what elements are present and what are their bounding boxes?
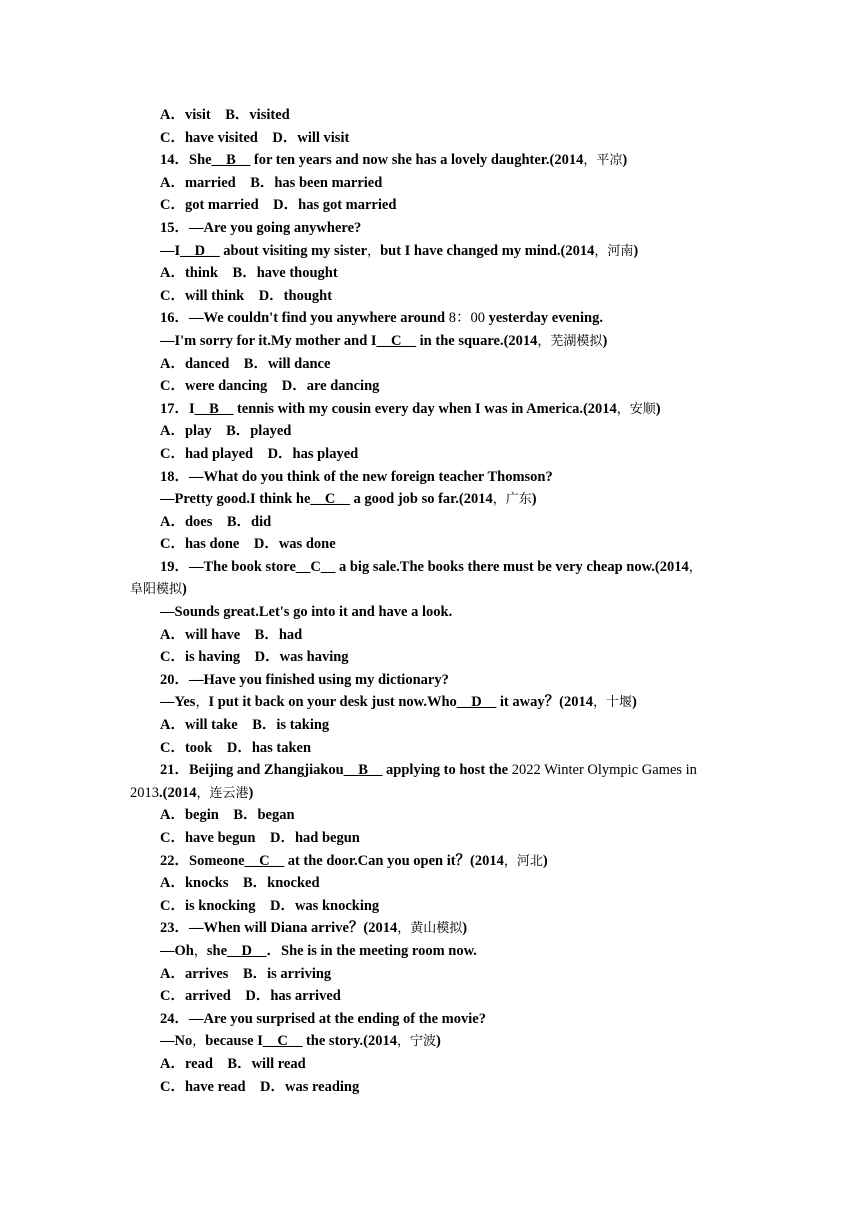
text-segment: A．will have B．had [160, 626, 303, 643]
text-line [0, 963, 860, 986]
text-line [0, 737, 860, 760]
text-line [0, 330, 860, 353]
text-segment: ，平凉 [583, 153, 623, 169]
text-line [0, 578, 860, 601]
text-segment: —Sounds great.Let's go into it and have a look. [160, 604, 453, 621]
text-segment: ) [655, 400, 661, 417]
text-line [0, 646, 860, 669]
text-segment: about visiting my sister [219, 242, 368, 259]
text-segment: A．begin B．began [160, 807, 295, 824]
text-segment: A．arrives B．is arriving [160, 965, 332, 982]
text-segment: but I have changed my mind.(2014 [380, 242, 595, 259]
text-segment: ) [462, 920, 468, 937]
text-line [0, 398, 860, 421]
text-segment: 15．—Are you going anywhere? [160, 219, 362, 236]
text-line [0, 511, 860, 534]
text-line [0, 353, 860, 376]
text-line [0, 420, 860, 443]
text-segment: ) [602, 332, 608, 349]
text-line [0, 262, 860, 285]
text-segment: 21．Beijing and Zhangjiakou [160, 762, 344, 779]
text-segment: 24．—Are you surprised at the ending of the movie? [160, 1010, 486, 1027]
text-segment: ) [542, 852, 548, 869]
text-segment: C．has done D．was done [160, 536, 336, 553]
text-line [0, 1076, 860, 1099]
text-segment: ) [248, 784, 254, 801]
text-segment: A．will take B．is taking [160, 717, 330, 734]
text-line [0, 217, 860, 240]
text-segment: —I'm sorry for it.My mother and I [160, 332, 377, 349]
text-line [0, 285, 860, 308]
text-segment: ．She is in the meeting room now. [266, 942, 477, 959]
text-line [0, 804, 860, 827]
text-line [0, 172, 860, 195]
text-segment: 20．—Have you finished using my dictionary? [160, 671, 449, 688]
text-line [0, 556, 860, 579]
text-line [0, 375, 860, 398]
text-segment: A．does B．did [160, 513, 272, 530]
text-line [0, 149, 860, 172]
text-segment: 阜阳模拟 [130, 582, 183, 598]
text-segment: C．got married D．has got married [160, 197, 397, 214]
text-segment: ， [688, 559, 702, 575]
text-segment: ，连云港 [196, 785, 249, 801]
text-segment: ) [631, 694, 637, 711]
text-segment: ，河北 [503, 853, 543, 869]
text-line [0, 307, 860, 330]
text-line [0, 872, 860, 895]
text-segment: ， [195, 695, 209, 711]
text-segment: C．took D．has taken [160, 739, 312, 756]
text-segment: ，芜湖模拟 [537, 333, 603, 349]
text-segment: 17．I [160, 400, 195, 417]
text-segment: yesterday evening. [484, 310, 603, 327]
text-line [0, 940, 860, 963]
answer-blank: __C__ [310, 491, 350, 508]
text-line [0, 714, 860, 737]
text-segment: C．have visited D．will visit [160, 129, 350, 146]
text-segment: for ten years and now she has a lovely daughter.(2014 [250, 152, 584, 169]
text-segment: at the door.Can you open it？(2014 [284, 852, 504, 869]
text-line [0, 624, 860, 647]
answer-blank: __B__ [343, 762, 383, 779]
text-segment: C．will think D．thought [160, 287, 333, 304]
text-line [0, 782, 860, 805]
text-line [0, 1008, 860, 1031]
text-segment: A．married B．has been married [160, 174, 383, 191]
answer-blank: __B__ [211, 152, 251, 169]
answer-blank: __D__ [456, 694, 497, 711]
text-line [0, 691, 860, 714]
answer-blank: __B__ [194, 400, 234, 417]
text-segment: ，宁波 [396, 1034, 436, 1050]
text-line [0, 759, 860, 782]
text-segment: the story.(2014 [302, 1033, 397, 1050]
text-line [0, 488, 860, 511]
text-segment: A．visit B．visited [160, 107, 290, 123]
text-segment: ，安顺 [616, 401, 656, 417]
text-segment: C．is having D．was having [160, 649, 349, 666]
text-line [0, 194, 860, 217]
text-segment: ) [531, 491, 537, 508]
text-line [0, 443, 860, 466]
answer-blank: __C__ [262, 1033, 303, 1050]
text-segment: tennis with my cousin every day when I was in America.(2014 [233, 400, 617, 417]
text-segment: applying to host the [382, 762, 512, 779]
text-segment: —Yes [160, 694, 196, 711]
text-line [0, 240, 860, 263]
text-line [0, 985, 860, 1008]
text-line [0, 850, 860, 873]
text-line [0, 601, 860, 624]
text-segment: A．play B．played [160, 423, 292, 440]
text-segment: C．arrived D．has arrived [160, 988, 341, 1005]
text-line [0, 104, 860, 127]
text-segment: it away？(2014 [496, 694, 593, 711]
text-line [0, 895, 860, 918]
text-segment: 2022 Winter Olympic Games in [511, 762, 697, 779]
text-segment: —Pretty good.I think he [160, 491, 311, 508]
text-segment: 16．—We couldn't find you anywhere around [160, 310, 449, 327]
text-line [0, 917, 860, 940]
text-line [0, 127, 860, 150]
text-segment: ) [633, 242, 639, 259]
text-line [0, 533, 860, 556]
text-segment: 19．—The book store__C__ a big sale.The books there must be very cheap now.(2014 [160, 558, 689, 575]
text-segment: A．danced B．will dance [160, 355, 331, 372]
text-segment: 22．Someone [160, 852, 245, 869]
text-segment: C．had played D．has played [160, 445, 359, 462]
text-segment: I put it back on your desk just now.Who [208, 694, 457, 711]
text-segment: C．have begun D．had begun [160, 830, 360, 846]
text-segment: a good job so far.(2014 [349, 491, 493, 508]
text-line [0, 1030, 860, 1053]
text-segment: 14．She [160, 152, 212, 169]
text-segment: she [206, 942, 228, 959]
text-line [0, 1053, 860, 1076]
text-segment: —I [160, 242, 181, 259]
text-segment: A．think B．have thought [160, 265, 338, 282]
answer-blank: __D__ [227, 942, 267, 959]
text-segment: ) [622, 152, 628, 169]
text-segment: ) [182, 581, 187, 598]
text-line [0, 466, 860, 489]
answer-blank: __C__ [376, 332, 417, 349]
text-segment: 23．—When will Diana arrive？(2014 [160, 920, 398, 937]
text-segment: —Oh [160, 942, 194, 959]
text-segment: C．is knocking D．was knocking [160, 897, 380, 914]
document-page [0, 104, 860, 1098]
text-line [0, 827, 860, 850]
text-segment: .(2014 [159, 784, 197, 801]
text-segment: 18．—What do you think of the new foreign teacher Thomson? [160, 468, 553, 485]
text-segment: ) [436, 1033, 441, 1050]
text-segment: ，广东 [492, 492, 532, 508]
text-line [0, 669, 860, 692]
text-segment: 8：00 [448, 310, 485, 327]
text-segment: C．were dancing D．are dancing [160, 378, 380, 395]
text-segment: ，黄山模拟 [397, 921, 463, 937]
answer-blank: __C__ [244, 852, 285, 869]
text-segment: 2013 [130, 784, 159, 801]
text-segment: A．knocks B．knocked [160, 875, 320, 892]
text-segment: C．have read D．was reading [160, 1078, 360, 1095]
text-segment: ， [192, 1034, 206, 1050]
text-segment: A．read B．will read [160, 1055, 306, 1072]
text-segment: ，河南 [594, 243, 634, 259]
text-segment: ， [193, 943, 207, 959]
text-segment: ， [367, 243, 381, 259]
answer-blank: __D__ [180, 242, 220, 259]
text-segment: because I [205, 1033, 263, 1050]
text-segment: in the square.(2014 [416, 332, 538, 349]
text-segment: ，十堰 [592, 695, 632, 711]
text-segment: —No [160, 1033, 193, 1050]
